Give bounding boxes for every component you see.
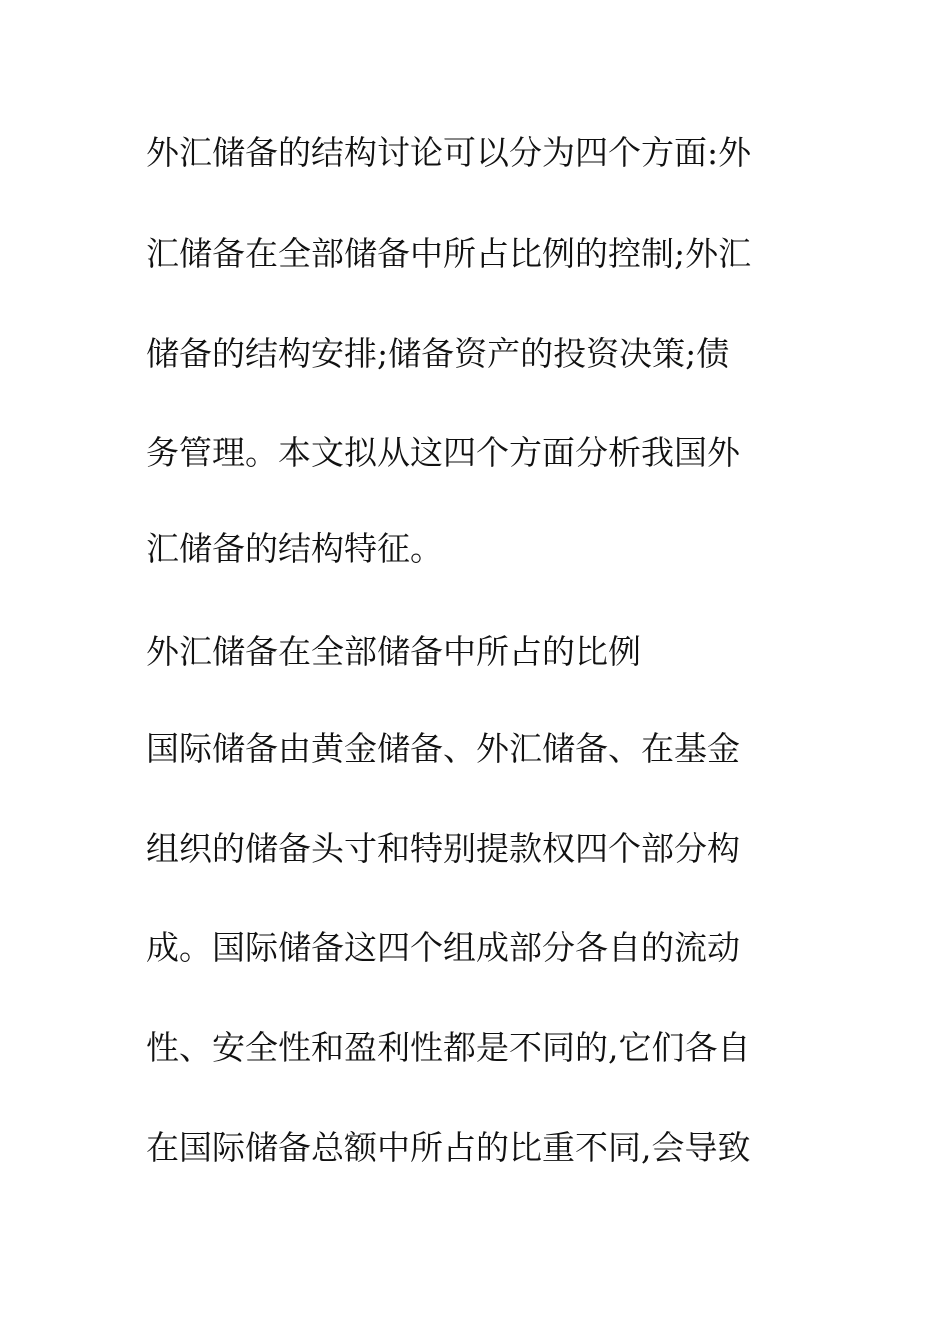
paragraph-1-line-5: 汇储备的结构特征。 (146, 529, 443, 568)
section-heading: 外汇储备在全部储备中所占的比例 (146, 632, 641, 671)
paragraph-3-line-1: 国际储备由黄金储备、外汇储备、在基金 (146, 729, 740, 768)
paragraph-3-line-2: 组织的储备头寸和特别提款权四个部分构 (146, 829, 740, 868)
paragraph-1-line-3: 储备的结构安排;储备资产的投资决策;债 (146, 334, 730, 373)
paragraph-1-line-1: 外汇储备的结构讨论可以分为四个方面:外 (146, 133, 752, 172)
paragraph-3-line-5: 在国际储备总额中所占的比重不同,会导致 (146, 1128, 751, 1167)
paragraph-3-line-3: 成。国际储备这四个组成部分各自的流动 (146, 928, 740, 967)
paragraph-1-line-4: 务管理。本文拟从这四个方面分析我国外 (146, 433, 740, 472)
paragraph-1-line-2: 汇储备在全部储备中所占比例的控制;外汇 (146, 234, 752, 273)
paragraph-3-line-4: 性、安全性和盈利性都是不同的,它们各自 (146, 1028, 751, 1067)
